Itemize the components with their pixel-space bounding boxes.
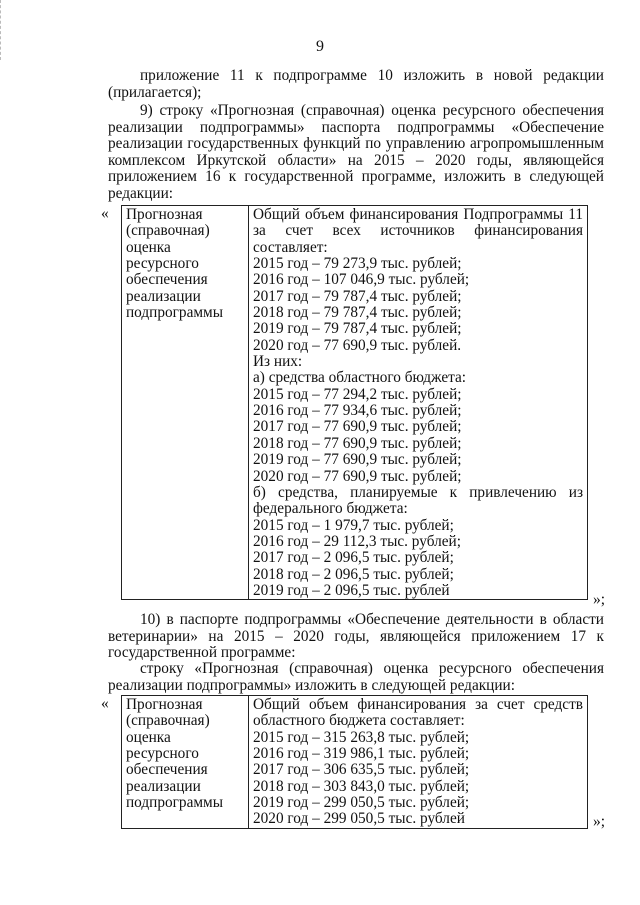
page-number: 9 — [316, 38, 324, 55]
label-line: Прогнозная — [126, 206, 203, 223]
label-line: Прогнозная — [126, 696, 203, 713]
intro-line: за счет всех источников финансирования — [253, 222, 583, 240]
year-amount: 2019 год – 299 050,5 тыс. рублей; — [253, 794, 470, 812]
paragraph-item-10 — [108, 612, 604, 662]
year-amount: 2017 год – 79 787,4 тыс. рублей; — [253, 287, 462, 305]
year-amount: 2018 год – 303 843,0 тыс. рублей; — [253, 777, 470, 795]
opening-quote: « — [101, 695, 109, 712]
year-amount: 2015 год – 1 979,7 тыс. рублей; — [253, 516, 454, 534]
label-line: оценка — [126, 728, 171, 746]
paragraph-text: приложение 11 к подпрограмме 10 изложить в новой редакции (прилагается); — [108, 67, 604, 101]
year-amount: 2016 год – 107 046,9 тыс. рублей; — [253, 271, 470, 289]
year-amount: 2017 год – 77 690,9 тыс. рублей; — [253, 418, 462, 436]
year-amount: 2016 год – 77 934,6 тыс. рублей; — [253, 402, 462, 420]
label-line: ресурсного — [126, 255, 199, 273]
paragraph-text: строку «Прогнозная (справочная) оценка ресурсного обеспечения реализации подпрограммы» изложить в следующей редакции: — [108, 660, 604, 694]
label-line: обеспечения — [126, 761, 208, 779]
year-amount: 2017 год – 306 635,5 тыс. рублей; — [253, 761, 470, 779]
intro-line: Общий объем финансирования Подпрограммы 11 — [253, 206, 583, 223]
federal-budget-header: федерального бюджета: — [253, 500, 408, 518]
label-line: (справочная) — [126, 222, 210, 240]
resource-table-veterinary — [121, 695, 588, 829]
year-amount: 2019 год – 77 690,9 тыс. рублей; — [253, 451, 462, 469]
year-amount: 2019 год – 2 096,5 тыс. рублей — [253, 581, 450, 599]
label-line: реализации — [126, 287, 201, 305]
table-label-cell — [122, 696, 249, 829]
year-amount: 2018 год – 79 787,4 тыс. рублей; — [253, 304, 462, 322]
intro-line: Общий объем финансирования за счет средств — [253, 696, 583, 713]
year-amount: 2020 год – 77 690,9 тыс. рублей. — [253, 336, 462, 354]
year-amount: 2017 год – 2 096,5 тыс. рублей; — [253, 549, 454, 567]
paragraph-text: 9) строку «Прогнозная (справочная) оценка ресурсного обеспечения реализации подпрограммы» паспорта подпрограммы «Обеспечение реализации государственных функций по управлению агропромышленным комплексом Иркутской области» на 2015 – 2020 годы, являющейся приложением 16 к государственной программе, изложить в следующей редакции: — [108, 102, 604, 202]
resource-table-subprogram-11 — [121, 205, 588, 600]
year-amount: 2015 год – 315 263,8 тыс. рублей; — [253, 728, 470, 746]
opening-quote: « — [101, 205, 109, 222]
label-line: подпрограммы — [126, 794, 224, 812]
label-line: реализации — [126, 777, 201, 795]
paragraph-item-9 — [108, 103, 604, 202]
table-value-cell — [249, 696, 588, 829]
regional-budget-header: а) средства областного бюджета: — [253, 369, 467, 387]
label-line: обеспечения — [126, 271, 208, 289]
label-line: (справочная) — [126, 712, 210, 730]
closing-quote: »; — [593, 591, 606, 608]
year-amount: 2018 год – 77 690,9 тыс. рублей; — [253, 434, 462, 452]
year-amount: 2020 год – 299 050,5 тыс. рублей — [253, 810, 465, 828]
year-amount: 2015 год – 77 294,2 тыс. рублей; — [253, 385, 462, 403]
paragraph-appendix-11 — [108, 68, 604, 101]
label-line: подпрограммы — [126, 304, 224, 322]
intro-line: областного бюджета составляет: — [253, 712, 465, 730]
intro-line: составляет: — [253, 238, 328, 256]
paragraph-row-instruction — [108, 661, 604, 694]
paragraph-text: 10) в паспорте подпрограммы «Обеспечение деятельности в области ветеринарии» на 2015 – 2020 годы, являющейся приложением 17 к государственной программе: — [108, 611, 604, 661]
year-amount: 2015 год – 79 273,9 тыс. рублей; — [253, 255, 462, 273]
table-label-cell — [122, 206, 249, 600]
year-amount: 2018 год – 2 096,5 тыс. рублей; — [253, 565, 454, 583]
year-amount: 2020 год – 77 690,9 тыс. рублей; — [253, 467, 462, 485]
closing-quote: »; — [593, 813, 606, 830]
year-amount: 2016 год – 319 986,1 тыс. рублей; — [253, 745, 470, 763]
federal-budget-header: б) средства, планируемые к привлечению из — [253, 483, 583, 501]
year-amount: 2019 год – 79 787,4 тыс. рублей; — [253, 320, 462, 338]
label-line: оценка — [126, 238, 171, 256]
label-line: ресурсного — [126, 745, 199, 763]
table-value-cell — [249, 206, 588, 600]
of-which-label: Из них: — [253, 353, 303, 371]
year-amount: 2016 год – 29 112,3 тыс. рублей; — [253, 532, 461, 550]
